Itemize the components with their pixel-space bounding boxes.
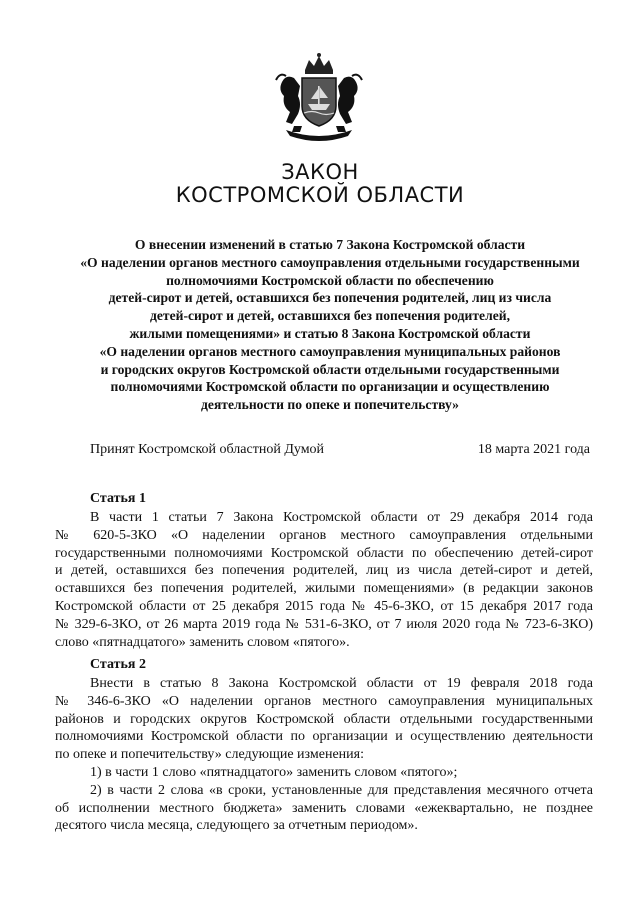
law-title-line-1: ЗАКОН <box>281 160 359 184</box>
heading-line: жилыми помещениями» и статью 8 Закона Костромской области <box>129 325 531 341</box>
article-1-line: В части 1 статьи 7 Закона Костромской области от 29 декабря 2014 года <box>90 510 593 525</box>
adopted-by: Принят Костромской областной Думой <box>90 442 325 457</box>
article-2-line: районов и городских округов Костромской области отдельными государственными <box>55 711 593 727</box>
article-2-item-2-line: 2) в части 2 слова «в сроки, установленные для представления месячного отчета <box>90 782 593 798</box>
article-2-line: полномочиями Костромской области по организации и осуществлению деятельности <box>55 729 593 745</box>
article-1-line: и детей, оставшихся без попечения родителей, лиц из числа детей-сирот и детей, <box>55 563 593 579</box>
article-2-title: Статья 2 <box>90 657 146 672</box>
article-1-body <box>55 509 593 651</box>
article-1-line: № 329-6-ЗКО, от 26 марта 2019 года № 531-6-ЗКО, от 7 июля 2020 года № 723-6-ЗКО) <box>55 616 593 632</box>
law-heading <box>60 236 600 414</box>
heading-line: «О наделении органов местного самоуправления отдельными государственными <box>80 254 580 270</box>
adoption-date: 18 марта 2021 года <box>477 442 590 457</box>
kostroma-coat-of-arms-icon <box>272 52 366 146</box>
article-1-line: № 620-5-ЗКО «О наделении органов местного самоуправления отдельными <box>55 527 593 543</box>
article-1-title: Статья 1 <box>90 491 146 506</box>
heading-line: полномочиями Костромской области по обеспечению <box>166 272 494 288</box>
article-2-body <box>55 675 593 835</box>
heading-line: О внесении изменений в статью 7 Закона Костромской области <box>134 237 526 252</box>
heading-line: полномочиями Костромской области по организации и осуществлению <box>110 379 550 395</box>
article-2-line: № 346-6-ЗКО «О наделении органов местного самоуправления муниципальных <box>55 693 593 709</box>
article-2-item-2-line: десятого числа месяца, следующего за отчетным периодом». <box>55 818 418 834</box>
heading-line: и городских округов Костромской области отдельными государственными <box>100 361 560 377</box>
article-2-line: Внести в статью 8 Закона Костромской области от 19 февраля 2018 года <box>90 676 593 691</box>
article-2-item-2-line: об исполнении местного бюджета» заменить словами «ежеквартально, не позднее <box>55 800 593 816</box>
article-2-line: по опеке и попечительству» следующие изменения: <box>55 747 364 763</box>
heading-line: детей-сирот и детей, оставшихся без попечения родителей, <box>150 308 510 324</box>
article-1-line: слово «пятнадцатого» заменить словом «пятого». <box>55 634 350 650</box>
article-1-line: государственными полномочиями Костромской области по обеспечению детей-сирот <box>55 545 593 561</box>
heading-line: детей-сирот и детей, оставшихся без попечения родителей, лиц из числа <box>108 290 552 306</box>
law-title-line-2: КОСТРОМСКОЙ ОБЛАСТИ <box>175 183 465 207</box>
article-1-line: оставшихся без попечения родителей, жилыми помещениями» (в редакции законов <box>55 581 593 597</box>
article-1-line: Костромской области от 25 декабря 2015 года № 45-6-ЗКО, от 15 декабря 2017 года <box>55 598 593 614</box>
article-2-item-1: 1) в части 1 слово «пятнадцатого» заменить словом «пятого»; <box>90 764 458 780</box>
heading-line: деятельности по опеке и попечительству» <box>201 397 459 413</box>
heading-line: «О наделении органов местного самоуправления муниципальных районов <box>99 343 561 359</box>
